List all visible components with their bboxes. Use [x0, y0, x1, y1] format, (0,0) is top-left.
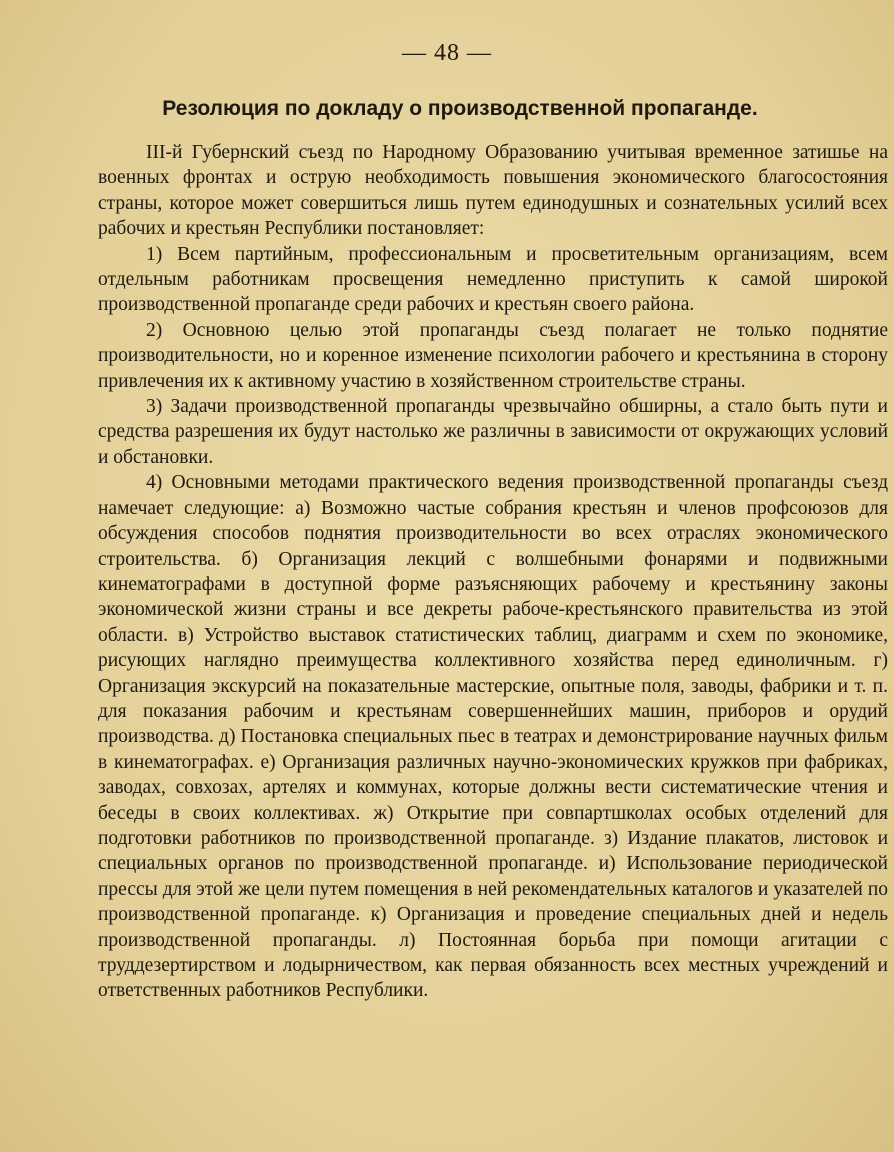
intro-paragraph: III-й Губернский съезд по Народному Образованию учитывая временное затишье на военных фронтах и острую необходимость повышения экономического благосостояния страны, которое может совершиться лишь путем единодушных и сознательных усилий всех рабочих и крестьян Республики постановляет:: [98, 142, 888, 240]
resolution-title: Резолюция по докладу о производственной пропаганде.: [162, 97, 758, 120]
point-3-paragraph: 3) Задачи производственной пропаганды чрезвычайно обширны, а стало быть пути и средства разрешения их будут настолько же различны в зависимости от окружающих условий и обстановки.: [98, 396, 888, 468]
resolution-body: [98, 140, 888, 1004]
page-number: — 48 —: [402, 40, 492, 66]
point-2-paragraph: 2) Основною целью этой пропаганды съезд полагает не только поднятие производительности, но и коренное изменение психологии рабочего и крестьянина в сторону привлечения их к активному участию в хозяйственном строительстве страны.: [98, 319, 888, 392]
point-4-paragraph: 4) Основными методами практического ведения производственной пропаганды съезд намечает следующие: а) Возможно частые собрания крестьян и членов профсоюзов для обсуждения способов поднятия производительности во всех отраслях экономического строительства. б) Организация лекций с волшебными фонарями и подвижными кинематографами в доступной форме разъясняющих рабочему и крестьянину законы экономической жизни страны и все декреты рабоче-крестьянского правительства из этой области. в) Устройство выставок статистических таблиц, диаграмм и схем по экономике, рисующих наглядно преимущества коллективного хозяйства перед единоличным. г) Организация экскурсий на показательные мастерские, опытные поля, заводы, фабрики и т. п. для показания рабочим и крестьянам совершеннейших машин, приборов и орудий производства. д) Постановка специальных пьес в театрах и демонстрирование научных фильм в кинематографах. е) Организация различных научно-экономических кружков при фабриках, заводах, совхозах, артелях и коммунах, которые должны вести систематические чтения и беседы в своих коллективах. ж) Открытие при совпартшколах особых отделений для подготовки работников по производственной пропаганде. з) Издание плакатов, листовок и специальных органов по производственной пропаганде. и) Использование периодической прессы для этой же цели путем помещения в ней рекомендательных каталогов и указателей по производственной пропаганде. к) Организация и проведение специальных дней и недель производственной пропаганды. л) Постоянная борьба при помощи агитации с труддезертирством и лодырничеством, как первая обязанность всех местных учреждений и ответственных работников Республики.: [98, 472, 888, 1002]
point-1-paragraph: 1) Всем партийным, профессиональным и просветительным организациям, всем отдельным работникам просвещения немедленно приступить к самой широкой производственной пропаганде среди рабочих и крестьян своего района.: [98, 243, 888, 316]
